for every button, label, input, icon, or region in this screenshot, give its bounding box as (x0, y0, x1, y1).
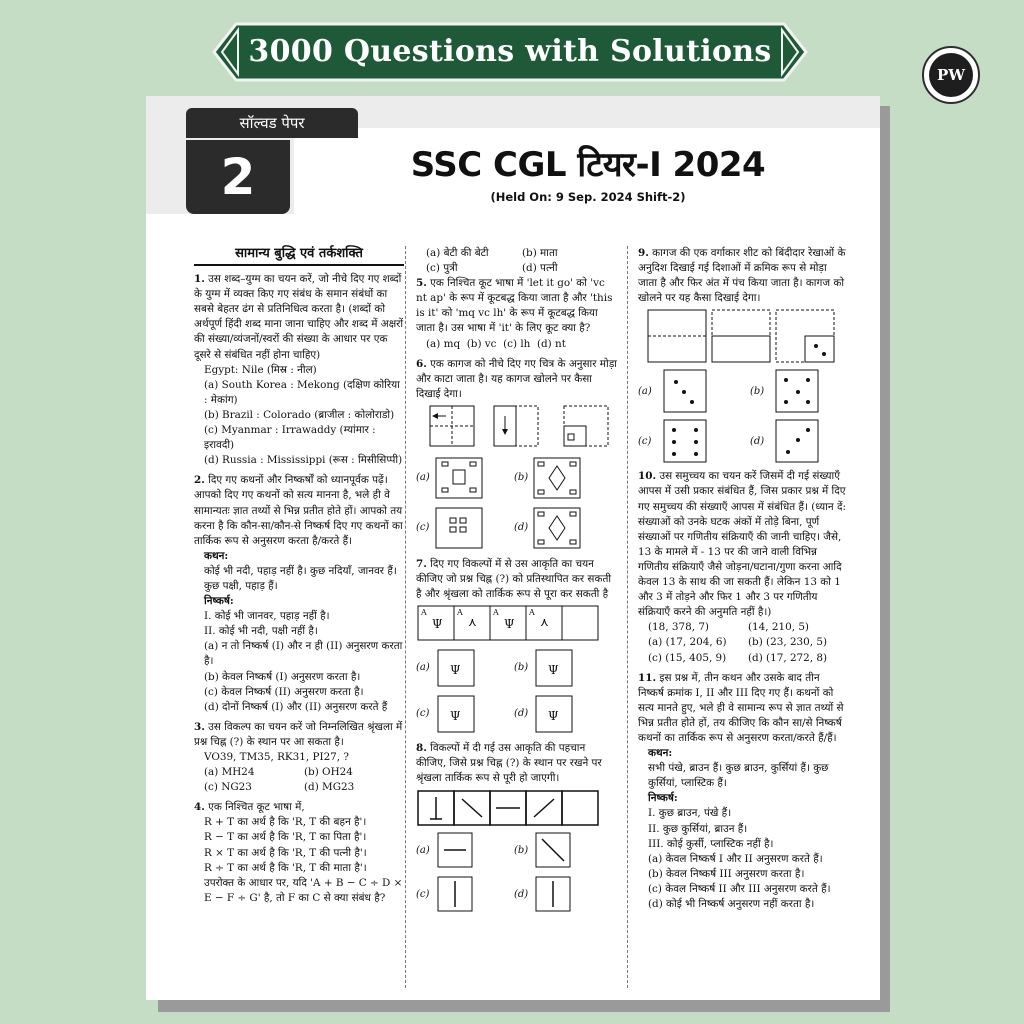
svg-text:⋏: ⋏ (468, 615, 477, 630)
question-number: 6. (416, 357, 427, 370)
option-c: (c) केवल निष्कर्ष (II) अनुसरण करता है। (204, 685, 364, 698)
options-grid (638, 635, 848, 665)
svg-text:(c): (c) (416, 888, 430, 900)
question-text: उस समुच्चय का चयन करें जिसमें दी गई संख्याएँ आपस में उसी प्रकार संबंधित हैं, जिस प्रकार प्रश्न में दिए गए समुच्चय की संख्याएँ आपस में संबंधित हैं। (ध्यान दें: संख्याओं को उनके घटक अंकों में तोड़े बिना, पूर्ण संख्याओं पर गणितीय संक्रियाएँ की जानी चाहिए। जैसे, 13 के मामले में - 13 पर की जाने वाली विभिन्न गणितीय संक्रियाएँ जैसे जोड़ना/घटाना/गुणा करना आदि केवल 13 के साथ की जा सकती हैं। लेकिन 13 को 1 और 3 में तोड़ने और फिर 1 और 3 पर गणितीय संक्रियाएँ करने की अनुमति नहीं है।) (638, 470, 846, 619)
svg-text:(d): (d) (514, 888, 529, 900)
code-line-2: R − T का अर्थ है कि 'R, T का पिता है'। (204, 831, 367, 844)
option-a: (a) mq (426, 337, 461, 350)
question-number: 10. (638, 470, 657, 483)
question-5 (416, 276, 618, 351)
statements-label: कथन: (204, 549, 229, 562)
svg-text:(b): (b) (750, 386, 765, 398)
conclusion-2: II. कोई भी नदी, पक्षी नहीं है। (204, 625, 318, 638)
question-4 (194, 800, 404, 906)
question-7 (416, 557, 618, 736)
question-text: एक कागज को नीचे दिए गए चित्र के अनुसार मोड़ा और काटा जाता है। यह कागज खोलने पर कैसा दिखाई देगा। (416, 357, 617, 400)
given-set-1: (18, 378, 7) (648, 621, 709, 634)
question-number: 11. (638, 671, 657, 684)
option-a: (a) MH24 (204, 766, 255, 779)
question-number: 3. (194, 720, 205, 733)
svg-text:(d): (d) (750, 436, 765, 448)
option-b: (b) केवल निष्कर्ष (I) अनुसरण करता है। (204, 670, 361, 683)
question-2 (194, 473, 404, 715)
option-d: (d) Russia : Mississippi (रूस : मिसीसिप्पी) (204, 454, 403, 467)
option-d: (d) (17, 272, 8) (748, 651, 828, 664)
question-tail: उपरोक्त के आधार पर, यदि 'A + B − C ÷ D × E − F ÷ G' है, तो F का C से क्या संबंध है? (204, 876, 403, 904)
option-d: (d) MG23 (304, 781, 355, 794)
conclusion-2: II. कुछ कुर्सियां, ब्राउन हैं। (648, 822, 748, 835)
svg-text:Ψ: Ψ (504, 617, 515, 632)
series: VO39, TM35, RK31, PI27, ? (204, 751, 349, 763)
code-line-4: R ÷ T का अर्थ है कि 'R, T की माता है'। (204, 861, 367, 874)
q4-options-grid (416, 246, 618, 276)
held-on: (Held On: 9 Sep. 2024 Shift-2) (490, 190, 686, 204)
svg-text:A: A (421, 608, 427, 618)
pw-logo (922, 46, 980, 104)
svg-text:(a): (a) (416, 471, 430, 483)
q6-options-figure (416, 452, 616, 552)
solved-paper-tab: सॉल्वड पेपर (186, 108, 358, 138)
question-text: दिए गए कथनों और निष्कर्षों को ध्यानपूर्वक पढ़ें। आपको दिए गए कथनों को सत्य मानना है, भले ही वे सामान्यतः ज्ञात तथ्यों से भिन्न प्रतीत होते हों। आपको तय करना है कि कौन-सा/कौन-से निष्कर्ष दिए गए कथनों का तार्किक रूप से अनुसरण करता है/करते हैं। (194, 474, 403, 547)
option-a: (a) South Korea : Mekong (दक्षिण कोरिया : मेकांग) (204, 378, 400, 406)
question-number: 1. (194, 273, 205, 286)
option-b: (b) केवल निष्कर्ष III अनुसरण करता है। (648, 867, 805, 880)
example-pair: Egypt: Nile (मिस्र : नील) (204, 363, 317, 376)
option-c: (c) Myanmar : Irrawaddy (म्यांमार : इरावदी) (204, 424, 376, 452)
q7-options-figure (416, 646, 616, 736)
svg-text:(c): (c) (416, 708, 430, 720)
question-text: दिए गए विकल्पों में से उस आकृति का चयन कीजिए जो प्रश्न चिह्न (?) को प्रतिस्थापित कर सकती है और श्रृंखला को तार्किक रूप से पूरा कर सकती है (416, 557, 612, 601)
statements: सभी पंखे, ब्राउन हैं। कुछ ब्राउन, कुर्सियां हैं। कुछ कुर्सियां, प्लास्टिक हैं। (648, 762, 829, 790)
banner-title: 3000 Questions with Solutions (248, 34, 772, 69)
option-a: (a) न तो निष्कर्ष (I) और न ही (II) अनुसरण करता है। (204, 640, 403, 668)
question-10 (638, 469, 848, 665)
paper-title: SSC CGL टियर-I 2024 (410, 145, 766, 185)
question-number: 9. (638, 247, 649, 259)
option-c: (c) lh (503, 337, 531, 350)
column-3 (638, 246, 848, 917)
question-6 (416, 357, 618, 552)
svg-text:Ψ: Ψ (548, 709, 559, 724)
svg-text:(c): (c) (416, 521, 430, 533)
svg-text:A: A (493, 608, 499, 618)
option-d: (d) कोई भी निष्कर्ष अनुसरण नहीं करता है। (648, 898, 815, 910)
option-b: (b) Brazil : Colorado (ब्राजील : कोलोराडो) (204, 408, 395, 421)
svg-text:(c): (c) (638, 436, 652, 448)
svg-text:(d): (d) (514, 708, 529, 720)
q7-series-figure (416, 604, 616, 642)
question-text: एक निश्चित कूट भाषा में, (208, 801, 305, 814)
column-divider-2 (627, 246, 628, 988)
option-b: (b) OH24 (304, 766, 353, 779)
question-11 (638, 671, 848, 913)
question-8 (416, 741, 618, 914)
conclusion-1: I. कोई भी जानवर, पहाड़ नहीं है। (204, 610, 330, 623)
conclusion-1: I. कुछ ब्राउन, पंखे हैं। (648, 807, 732, 820)
question-1 (194, 272, 404, 468)
svg-text:A: A (457, 608, 463, 618)
question-9 (638, 246, 848, 464)
svg-text:A: A (529, 608, 535, 618)
svg-text:(d): (d) (514, 521, 529, 533)
option-b: (b) vc (466, 337, 497, 350)
option-b: (b) माता (522, 247, 558, 259)
question-3 (194, 720, 404, 795)
question-text: कागज की एक वर्गाकार शीट को बिंदीदार रेखाओं के अनुदिश दिखाई गई दिशाओं में क्रमिक रूप से मोड़ा जाता है और फिर अंत में पंच किया जाता है। कागज को खोलने पर यह कैसा दिखाई देगा। (638, 247, 846, 305)
q9-fold-figure (638, 308, 838, 364)
svg-text:(a): (a) (416, 662, 430, 674)
column-1 (194, 246, 404, 911)
option-d: (d) nt (536, 337, 566, 350)
options-grid (194, 765, 404, 795)
option-d: (d) पत्नी (522, 262, 558, 275)
paper-number: 2 (186, 140, 290, 214)
q8-series-figure (416, 789, 616, 827)
option-c: (c) पुत्री (426, 262, 458, 275)
svg-text:(a): (a) (416, 844, 430, 856)
code-line-1: R + T का अर्थ है कि 'R, T की बहन है'। (204, 816, 367, 829)
option-b: (b) (23, 230, 5) (748, 636, 828, 649)
option-d: (d) दोनों निष्कर्ष (I) और (II) अनुसरण करते हैं (204, 700, 388, 713)
question-number: 8. (416, 742, 427, 755)
svg-text:Ψ: Ψ (450, 709, 461, 724)
option-a: (a) केवल निष्कर्ष I और II अनुसरण करते हैं। (648, 852, 823, 865)
option-c: (c) (15, 405, 9) (648, 651, 727, 664)
question-number: 4. (194, 801, 205, 814)
svg-text:Ψ: Ψ (450, 663, 461, 678)
given-sets (638, 620, 848, 635)
code-line-3: R × T का अर्थ है कि 'R, T की पत्नी है'। (204, 846, 367, 859)
question-number: 2. (194, 474, 205, 487)
conclusion-3: III. कोई कुर्सी, प्लास्टिक नहीं है। (648, 837, 774, 850)
question-text: उस विकल्प का चयन करें जो निम्नलिखित श्रृंखला में प्रश्न चिह्न (?) के स्थान पर आ सकता है। (194, 720, 403, 748)
column-divider-1 (405, 246, 406, 988)
question-text: इस प्रश्न में, तीन कथन और उसके बाद तीन निष्कर्ष क्रमांक I, II और III दिए गए हैं। कथनों को सत्य मानते हुए, भले ही वे सामान्य रूप से ज्ञात तथ्यों से भिन्न प्रतीत होते हों, तय कीजिए कि कौन सा/से निष्कर्ष कथनों का तार्किक रूप से अनुसरण करता/करते हैं/हैं। (638, 671, 844, 744)
given-set-2: (14, 210, 5) (748, 621, 809, 634)
column-2 (416, 246, 618, 920)
question-text: एक निश्चित कूट भाषा में 'let it go' को 'vc nt ap' के रूप में कूटबद्ध किया जाता है और 'this is it' को 'mq vc lh' के रूप में कूटबद्ध किया जाता है। उस भाषा में 'it' के लिए कूट क्या है? (416, 277, 613, 335)
option-a: (a) (17, 204, 6) (648, 636, 727, 649)
svg-text:Ψ: Ψ (548, 663, 559, 678)
options-row (416, 337, 618, 352)
option-a: (a) बेटी की बेटी (426, 247, 489, 259)
svg-text:(b): (b) (514, 471, 529, 483)
statements: कोई भी नदी, पहाड़ नहीं है। कुछ नदियाँ, जानवर हैं। कुछ पक्षी, पहाड़ हैं। (204, 564, 397, 592)
fold-cut-figure (416, 404, 616, 448)
document-page (146, 96, 880, 1000)
question-number: 7. (416, 557, 427, 570)
q8-options-figure (416, 831, 616, 915)
svg-text:(b): (b) (514, 662, 529, 674)
svg-text:(a): (a) (638, 386, 652, 398)
question-text: उस शब्द–युग्म का चयन करें, जो नीचे दिए गए शब्दों के युग्म में व्यक्त किए गए संबंध के समान संबंधों का सबसे बेहतर ढंग से प्रतिनिधित्व करता है। (शब्दों को अर्थपूर्ण हिंदी शब्द माना जाना चाहिए और शब्द में अक्षरों की संख्या/व्यंजनों/स्वरों की संख्या के आधार पर एक दूसरे से संबंधित नहीं होना चाहिए) (194, 273, 404, 361)
svg-text:Ψ: Ψ (432, 617, 443, 632)
svg-text:⋏: ⋏ (540, 615, 549, 630)
question-text: विकल्पों में दी गई उस आकृति की पहचान कीजिए, जिसे प्रश्न चिह्न (?) के स्थान पर रखने पर श्रृंखला तार्किक रूप से पूरी हो जाएगी। (416, 742, 602, 785)
question-number: 5. (416, 277, 427, 290)
logo-text: PW (929, 53, 973, 97)
option-c: (c) NG23 (204, 781, 252, 794)
svg-text:(b): (b) (514, 844, 529, 856)
statements-label: कथन: (648, 747, 673, 760)
q9-options-figure (638, 368, 838, 464)
conclusions-label: निष्कर्ष: (204, 595, 234, 608)
conclusions-label: निष्कर्ष: (648, 792, 678, 805)
option-c: (c) केवल निष्कर्ष II और III अनुसरण करते हैं। (648, 882, 831, 895)
section-title: सामान्य बुद्धि एवं तर्कशक्ति (194, 246, 404, 266)
